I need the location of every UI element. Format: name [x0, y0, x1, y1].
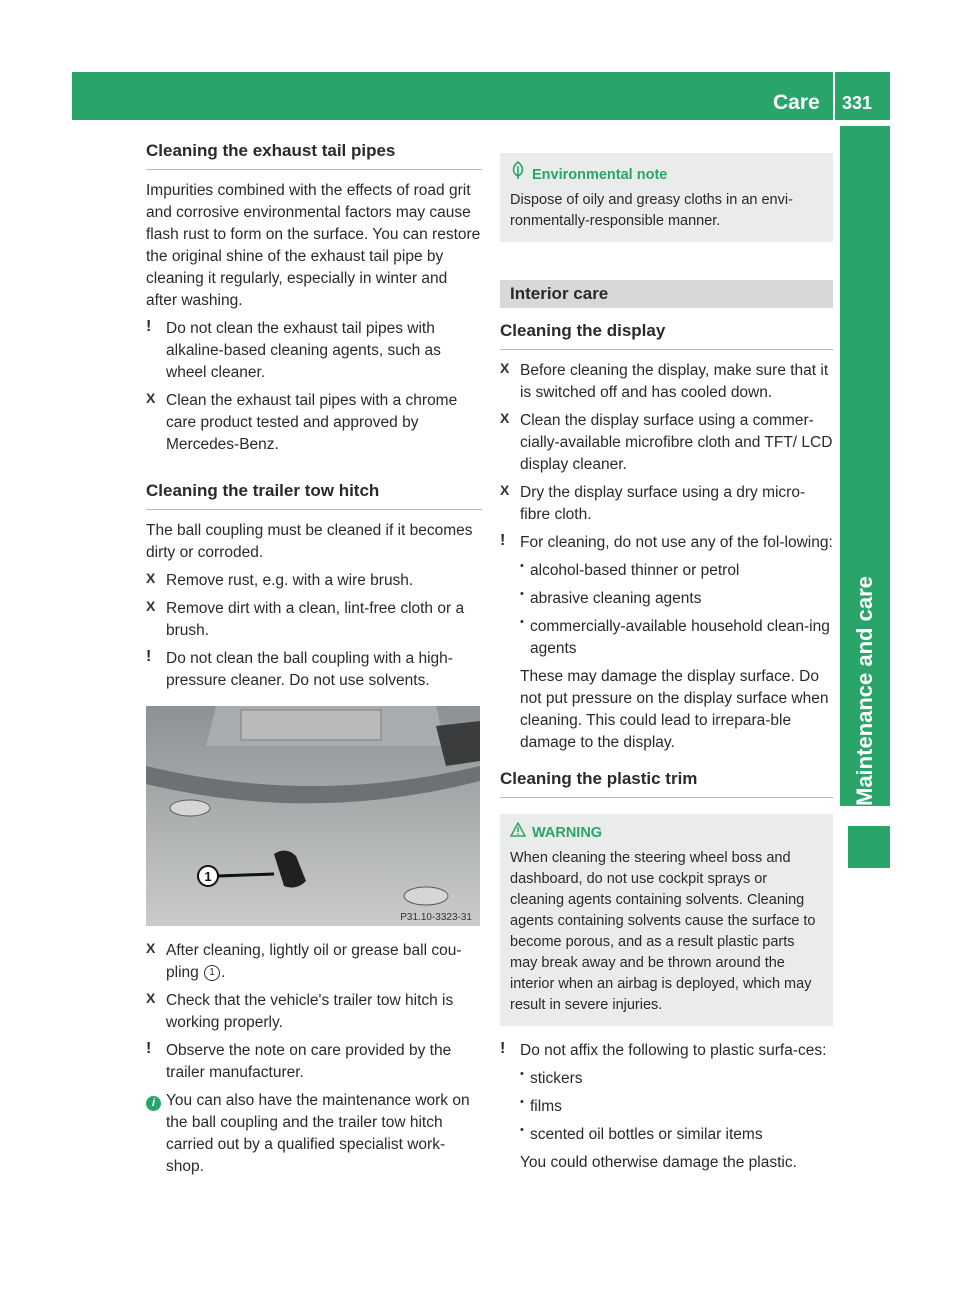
step-icon: X: [500, 360, 510, 376]
plastic-bullet-1: [500, 1068, 833, 1090]
after-cleaning-text-end: .: [221, 964, 226, 981]
environmental-note-text: Dispose of oily and greasy cloths in an envi-ronmentally-responsible manner.: [510, 192, 793, 229]
towhitch-intro: The ball coupling must be cleaned if it becomes dirty or corroded.: [146, 522, 473, 561]
left-column: [146, 140, 482, 1178]
manufacturer-note-text: Observe the note on care provided by the trailer manufacturer.: [166, 1042, 452, 1081]
bullet-icon: •: [520, 560, 524, 572]
heading-display: Cleaning the display: [500, 320, 833, 350]
display-warning: [500, 532, 833, 554]
towhitch-step-2-text: Remove dirt with a clean, lint-free cloth or a brush.: [166, 600, 465, 639]
plastic-warning: [500, 1040, 833, 1062]
exhaust-step: [146, 390, 482, 456]
plastic-bullet-2-text: films: [530, 1098, 562, 1115]
leaf-icon: [510, 161, 532, 186]
warning-icon: !: [146, 648, 152, 665]
check-step: [146, 990, 482, 1034]
plastic-after-text: You could otherwise damage the plastic.: [520, 1154, 797, 1171]
exhaust-pipe-right: [404, 887, 448, 905]
chapter-marker: [848, 826, 890, 868]
info-note-text: You can also have the maintenance work on the ball coupling and the trailer tow hitch carried out by a qualified specialist work-shop.: [166, 1092, 470, 1175]
step-icon: X: [146, 940, 156, 956]
display-bullet-1: [500, 560, 833, 582]
info-icon: i: [146, 1096, 161, 1111]
manufacturer-note: [146, 1040, 482, 1084]
plastic-bullet-3: [500, 1124, 833, 1146]
exhaust-warning-text: Do not clean the exhaust tail pipes with alkaline-based cleaning agents, such as wheel cleaner.: [166, 320, 441, 381]
header-section-title: Care: [773, 91, 820, 114]
environmental-note-title: Environmental note: [532, 167, 668, 183]
exhaust-pipe-left: [170, 800, 210, 816]
warning-box: [500, 814, 833, 1026]
bullet-icon: •: [520, 616, 524, 628]
display-step-2-text: Clean the display surface using a commer-cially-available microfibre cloth and TFT/ LCD display cleaner.: [520, 412, 833, 473]
display-bullet-3-text: commercially-available household clean-ing agents: [530, 618, 830, 657]
exhaust-warning: [146, 318, 482, 384]
warning-box-title: WARNING: [532, 825, 603, 841]
display-bullet-2: [500, 588, 833, 610]
plastic-bullet-2: [500, 1096, 833, 1118]
image-code: P31.10-3323-31: [400, 912, 472, 923]
header-divider: [833, 72, 835, 120]
after-cleaning-step: [146, 940, 482, 984]
display-step-3-text: Dry the display surface using a dry micro-fibre cloth.: [520, 484, 806, 523]
license-plate-recess: [241, 710, 381, 740]
warning-icon: !: [146, 1040, 152, 1057]
info-note: [146, 1090, 482, 1178]
warning-icon: !: [146, 318, 152, 335]
header-bar: [72, 72, 890, 120]
display-bullet-2-text: abrasive cleaning agents: [530, 590, 702, 607]
display-after-text: These may damage the display surface. Do not put pressure on the display surface when cleaning. This could lead to irrepara-ble damage to the display.: [520, 668, 829, 751]
plastic-bullet-3-text: scented oil bottles or similar items: [530, 1126, 763, 1143]
towhitch-warning-text: Do not clean the ball coupling with a high-pressure cleaner. Do not use solvents.: [166, 650, 453, 689]
exhaust-intro: Impurities combined with the effects of road grit and corrosive environmental factors may cause flash rust to form on the surface. You can restore the original shine of the exhaust tail pipe by cleaning it regularly, especially in winter and after washing.: [146, 182, 481, 309]
callout-reference: 1: [204, 965, 220, 981]
bullet-icon: •: [520, 588, 524, 600]
environmental-note-box: [500, 153, 833, 242]
bullet-icon: •: [520, 1124, 524, 1136]
environmental-note-title-row: [510, 161, 823, 186]
heading-towhitch: Cleaning the trailer tow hitch: [146, 480, 482, 510]
right-column: [500, 153, 833, 1174]
page-number: 331: [842, 93, 873, 113]
check-step-text: Check that the vehicle's trailer tow hitch is working properly.: [166, 992, 454, 1031]
warning-box-title-row: [510, 822, 823, 844]
towhitch-step-1-text: Remove rust, e.g. with a wire brush.: [166, 572, 414, 589]
bullet-icon: •: [520, 1068, 524, 1080]
display-step-2: [500, 410, 833, 476]
bullet-icon: •: [520, 1096, 524, 1108]
step-icon: X: [500, 482, 510, 498]
warning-box-text: When cleaning the steering wheel boss and dashboard, do not use cockpit sprays or cleaning agents containing solvents. Cleaning agents containing solvents cause the surface to become porous, and as a result plastic parts may break away and be thrown around the interior when an airbag is deployed, which may result in severe injuries.: [510, 850, 816, 1013]
interior-care-band: Interior care: [500, 280, 833, 308]
heading-plastic: Cleaning the plastic trim: [500, 768, 833, 798]
after-cleaning-text: [166, 940, 482, 984]
display-bullet-3: [500, 616, 833, 660]
chapter-side-label: Maintenance and care: [852, 576, 877, 806]
display-bullet-1-text: alcohol-based thinner or petrol: [530, 562, 740, 579]
heading-exhaust: Cleaning the exhaust tail pipes: [146, 140, 482, 170]
warning-icon: !: [500, 1040, 506, 1057]
display-step-3: [500, 482, 833, 526]
step-icon: X: [500, 410, 510, 426]
display-step-1-text: Before cleaning the display, make sure that it is switched off and has cooled down.: [520, 362, 829, 401]
step-icon: X: [146, 598, 156, 614]
exhaust-step-text: Clean the exhaust tail pipes with a chrome care product tested and approved by Mercedes-Benz.: [166, 392, 458, 453]
step-icon: X: [146, 390, 156, 406]
warning-triangle-icon: [510, 822, 532, 844]
towhitch-step-2: [146, 598, 482, 642]
after-cleaning-text-start: After cleaning, lightly oil or grease ball cou-pling: [166, 942, 462, 981]
callout-line: [218, 874, 274, 876]
display-step-1: [500, 360, 833, 404]
warning-icon: !: [500, 532, 506, 549]
towhitch-step-1: [146, 570, 482, 592]
step-icon: X: [146, 570, 156, 586]
step-icon: X: [146, 990, 156, 1006]
towhitch-warning: [146, 648, 482, 692]
plastic-bullet-1-text: stickers: [530, 1070, 583, 1087]
display-warning-text: For cleaning, do not use any of the fol-lowing:: [520, 534, 833, 551]
plastic-warning-text: Do not affix the following to plastic surfa-ces:: [520, 1042, 827, 1059]
tow-hitch-photo: [146, 706, 480, 926]
callout-number: 1: [204, 869, 212, 884]
